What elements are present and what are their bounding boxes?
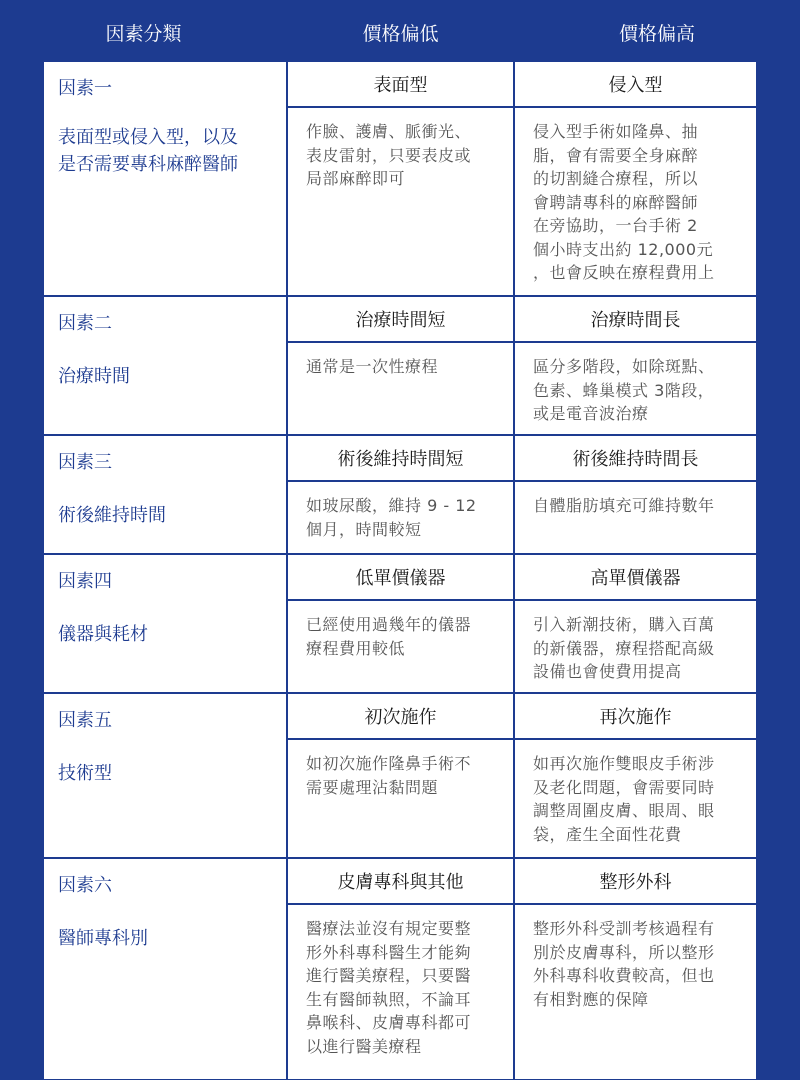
price-high-text-line: 在旁協助，一台手術 2 [533,216,698,235]
table-header [0,0,800,62]
price-low-text-line: 進行醫美療程，只要醫 [306,966,472,985]
price-low-text-line: 通常是一次性療程 [306,357,439,376]
price-low-text-line: 生有醫師執照，不論耳 [306,989,472,1009]
price-high-text-line: 自體脂肪填充可維持數年 [533,496,715,515]
price-low-text-line: 療程費用較低 [306,638,406,658]
price-high-text-line: 個小時支出約 12,000元 [533,239,714,259]
price-high-text-line: 袋，產生全面性花費 [533,824,682,844]
price-low-text-line: 以進行醫美療程 [306,1036,422,1056]
factor-description-line: 治療時間 [58,366,130,387]
price-low-text-line: 作臉、護膚、脈衝光、 [306,122,472,141]
price-low-text-line: 已經使用過幾年的儀器 [306,615,472,634]
price-low-text-line: 如初次施作隆鼻手術不 [306,754,472,773]
price-high-column [515,62,756,295]
price-high-text-line: 引入新潮技術，購入百萬 [533,615,715,634]
price-high-text-line: 或是電音波治療 [533,404,649,423]
price-high-text-line: 的新儀器，療程搭配高級 [533,638,715,658]
price-high-text [515,601,756,692]
factor-row [44,859,756,1079]
factor-label: 因素六 [58,875,112,896]
factor-label: 因素四 [58,571,112,592]
price-high-text-line: 區分多階段，如除斑點、 [533,357,715,376]
factor-cell [44,555,286,692]
price-high-title: 治療時間長 [515,297,756,341]
price-low-text-line: 醫療法並沒有規定要整 [306,919,472,938]
price-high-text-line: 的切割縫合療程，所以 [533,169,699,188]
factor-description [58,925,148,952]
price-high-text [515,343,756,434]
price-low-text-line: 鼻喉科、皮膚專科都可 [306,1013,472,1032]
price-low-text [288,905,513,1079]
price-low-text-line: 表皮雷射，只要表皮或 [306,145,472,165]
price-high-column [515,694,756,857]
factor-cell [44,436,286,553]
price-low-text [288,343,513,434]
price-high-text-line: 調整周圍皮膚、眼周、眼 [533,801,715,820]
factor-description-line: 技術型 [58,763,112,784]
factor-label: 因素一 [58,78,112,99]
factor-description [58,621,148,648]
price-low-text-line: 局部麻醉即可 [306,169,406,188]
factor-cell [44,859,286,1079]
factor-row [44,297,756,434]
price-low-column [288,436,513,553]
price-high-text-line: 及老化問題，會需要同時 [533,777,715,797]
factor-description-line: 表面型或侵入型，以及 [58,127,238,148]
header-price-high: 價格偏高 [618,22,695,45]
factor-row [44,694,756,857]
price-low-title: 治療時間短 [288,297,513,341]
price-high-column [515,297,756,434]
price-high-text [515,108,756,295]
price-low-column [288,62,513,295]
price-low-text [288,601,513,692]
price-low-text [288,108,513,295]
factor-description-line: 醫師專科別 [58,928,148,949]
factor-label: 因素二 [58,313,112,334]
price-low-title: 初次施作 [288,694,513,738]
price-low-text-line: 如玻尿酸，維持 9 - 12 [306,496,477,515]
price-low-column [288,297,513,434]
price-high-column [515,859,756,1079]
price-high-text-line: 色素、蜂巢模式 3階段， [533,380,715,400]
price-high-text-line: 有相對應的保障 [533,989,649,1009]
price-high-title: 術後維持時間長 [515,436,756,480]
factor-description-line: 術後維持時間 [58,505,166,526]
factor-cell [44,694,286,857]
price-low-text [288,482,513,553]
factor-description-line: 儀器與耗材 [58,624,148,645]
price-low-column [288,694,513,857]
factor-row [44,62,756,295]
price-high-title: 侵入型 [515,62,756,106]
price-low-title: 低單價儀器 [288,555,513,599]
price-low-text-line: 需要處理沾黏問題 [306,777,439,797]
price-high-text [515,740,756,857]
header-price-low: 價格偏低 [362,22,439,45]
price-high-title: 再次施作 [515,694,756,738]
factor-row [44,555,756,692]
price-low-text-line: 個月，時間較短 [306,519,422,539]
factor-label: 因素五 [58,710,112,731]
price-high-column [515,555,756,692]
factor-description [58,760,112,787]
price-high-text-line: 會聘請專科的麻醉醫師 [533,192,699,212]
price-low-title: 術後維持時間短 [288,436,513,480]
factor-cell [44,297,286,434]
price-high-column [515,436,756,553]
factor-description-line: 是否需要專科麻醉醫師 [58,154,238,175]
price-low-text [288,740,513,857]
factor-description [58,502,166,529]
price-high-title: 整形外科 [515,859,756,903]
price-high-text-line: 別於皮膚專科，所以整形 [533,942,715,962]
price-high-text-line: 整形外科受訓考核過程有 [533,919,715,938]
price-high-text-line: ，也會反映在療程費用上 [533,263,715,282]
price-high-text-line: 侵入型手術如隆鼻、抽 [533,122,699,141]
comparison-table [44,62,756,1079]
price-high-text-line: 設備也會使費用提高 [533,662,682,681]
price-low-title: 皮膚專科與其他 [288,859,513,903]
price-high-text [515,482,756,553]
price-low-column [288,555,513,692]
price-low-text-line: 形外科專科醫生才能夠 [306,942,472,962]
factor-description [58,363,130,390]
price-high-text-line: 外科專科收費較高，但也 [533,966,715,985]
price-low-column [288,859,513,1079]
factor-row [44,436,756,553]
price-high-title: 高單價儀器 [515,555,756,599]
factor-label: 因素三 [58,452,112,473]
price-high-text-line: 如再次施作雙眼皮手術涉 [533,754,715,773]
factor-description [58,124,238,178]
price-low-title: 表面型 [288,62,513,106]
header-factor-category: 因素分類 [105,22,182,45]
factor-cell [44,62,286,295]
price-high-text-line: 脂，會有需要全身麻醉 [533,145,699,165]
price-high-text [515,905,756,1079]
